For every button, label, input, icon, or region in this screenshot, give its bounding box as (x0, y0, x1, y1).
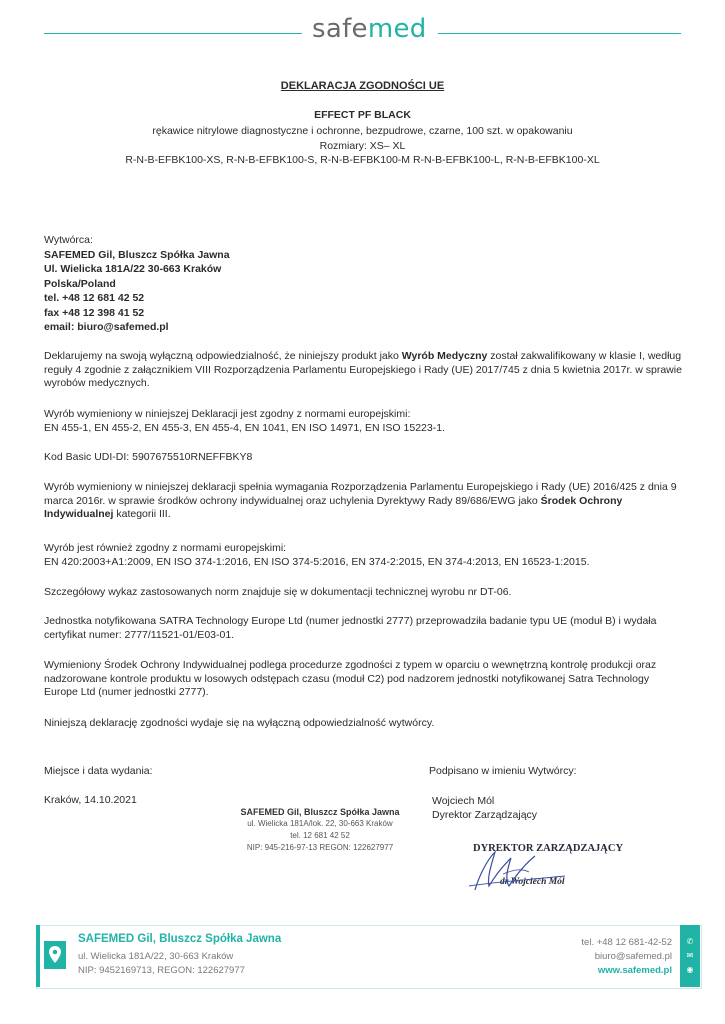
product-name: EFFECT PF BLACK (314, 109, 411, 121)
footer-tel: tel. +48 12 681-42-52 (581, 937, 672, 948)
footer-email: biuro@safemed.pl (594, 951, 672, 962)
manufacturer-address: Ul. Wielicka 181A/22 30-663 Kraków (44, 263, 222, 275)
logo-part2: med (367, 14, 427, 44)
p4-text-a: Wyrób wymieniony w niniejszej deklaracji spełnia wymagania Rozporządzenia Parlamentu Europejskiego i Rady (UE) 2016/425 z dnia 9 marca 2016r. w sprawie środków ochrony indywidualnej oraz uchylenia Dyrektywy Rady 89/686/EWG jako (44, 481, 677, 507)
paragraph-ppe (44, 481, 684, 522)
phone-icon: ✆ (686, 937, 694, 946)
footer-ids: NIP: 9452169713, REGON: 122627977 (78, 965, 245, 976)
place-value: Kraków, 14.10.2021 (44, 794, 137, 806)
paragraph-norms-ppe (44, 542, 684, 569)
footer-left-bar (36, 925, 40, 987)
footer-company: SAFEMED Gil, Bluszcz Spółka Jawna (78, 933, 282, 945)
paragraph-norms (44, 408, 684, 435)
manufacturer-fax: fax +48 12 398 41 52 (44, 306, 145, 319)
location-pin-icon (44, 941, 66, 969)
header-line-right (438, 33, 681, 34)
p1-bold: Wyrób Medyczny (401, 350, 488, 362)
director-stamp-name: dr Wojciech Mól (500, 877, 565, 887)
paragraph-notified-body: Jednostka notyfikowana SATRA Technology Europe Ltd (numer jednostki 2777) przeprowadziła badanie typu UE (moduł B) i wydała certyfikat numer: 2777/11521-01/E03-01. (44, 615, 657, 641)
paragraph-medical-device (44, 350, 684, 391)
stamp-line3: tel. 12 681 42 52 (290, 831, 350, 840)
signed-label: Podpisano w imieniu Wytwórcy: (429, 765, 577, 777)
product-codes: R-N-B-EFBK100-XS, R-N-B-EFBK100-S, R-N-B-EFBK100-M R-N-B-EFBK100-L, R-N-B-EFBK100-XL (125, 154, 600, 166)
footer-address: ul. Wielicka 181A/22, 30-663 Kraków (78, 951, 234, 962)
p5-line1: Wyrób jest również zgodny z normami europejskimi: (44, 542, 287, 554)
stamp-line4: NIP: 945-216-97-13 REGON: 122627977 (246, 843, 394, 852)
place-label: Miejsce i data wydania: (44, 765, 153, 777)
signer-role: Dyrektor Zarządzający (432, 809, 538, 821)
manufacturer-email: email: biuro@safemed.pl (44, 321, 169, 333)
p1-text-a: Deklarujemy na swoją wyłączną odpowiedzialność, że niniejszy produkt jako (44, 350, 402, 362)
p4-text-b: kategorii III. (113, 508, 171, 520)
p1-text-b: został zakwalifikowany w klasie I, według reguły 4 zgodnie z załącznikiem VIII Rozporządzenia Parlamentu Europejskiego i Rady (UE) 2017/745 z dnia 5 kwietnia 2017r. w sprawie wyrobów medycznych. (44, 350, 682, 389)
globe-icon: ◉ (686, 965, 694, 974)
manufacturer-tel: tel. +48 12 681 42 52 (44, 292, 145, 304)
mail-icon: ✉ (686, 951, 694, 960)
p2-line1: Wyrób wymieniony w niniejszej Deklaracji jest zgodny z normami europejskimi: (44, 408, 411, 420)
director-stamp-title: DYREKTOR ZARZĄDZAJĄCY (473, 843, 624, 854)
product-sizes: Rozmiary: XS– XL (319, 140, 406, 152)
paragraph-conformity: Wymieniony Środek Ochrony Indywidualnej podlega procedurze zgodności z typem w oparciu o wewnętrzną kontrolę produkcji oraz nadzorowane kontrole produktu w losowych odstępach czasu (moduł C2) pod nadzorem jednostki notyfikowanej Satra Technology Europe Ltd (numer jednostki 2777). (44, 659, 657, 698)
manufacturer-label: Wytwórca: (44, 234, 93, 246)
manufacturer-block (44, 233, 684, 335)
paragraph-technical-docs: Szczegółowy wykaz zastosowanych norm znajduje się w dokumentacji technicznej wyrobu nr DT-06. (44, 586, 512, 598)
company-stamp (240, 806, 400, 854)
p5-line2: EN 420:2003+A1:2009, EN ISO 374-1:2016, EN ISO 374-5:2016, EN 374-2:2015, EN 374-4:2013, EN 16523-1:2015. (44, 555, 590, 568)
paragraph-udi: Kod Basic UDI-DI: 5907675510RNEFFBKY8 (44, 451, 253, 463)
document-title: DEKLARACJA ZGODNOŚCI UE (280, 80, 445, 92)
paragraph-responsibility: Niniejszą deklarację zgodności wydaje się na wyłączną odpowiedzialność wytwórcy. (44, 717, 435, 729)
p4-bold: Środek Ochrony Indywidualnej (44, 494, 623, 520)
signer-name: Wojciech Mól (432, 795, 495, 807)
handwritten-signature (465, 846, 575, 894)
manufacturer-name: SAFEMED Gil, Bluszcz Spółka Jawna (44, 248, 230, 261)
header-line-left (44, 33, 302, 34)
p2-line2: EN 455-1, EN 455-2, EN 455-3, EN 455-4, EN 1041, EN ISO 14971, EN ISO 15223-1. (44, 421, 445, 434)
product-description: rękawice nitrylowe diagnostyczne i ochronne, bezpudrowe, czarne, 100 szt. w opakowaniu (152, 125, 573, 137)
stamp-line2: ul. Wielicka 181A/lok. 22, 30-663 Kraków (247, 819, 393, 828)
manufacturer-country: Polska/Poland (44, 277, 116, 290)
stamp-line1: SAFEMED Gil, Bluszcz Spółka Jawna (240, 807, 400, 817)
footer-web[interactable]: www.safemed.pl (597, 965, 672, 976)
safemed-logo (312, 14, 427, 44)
logo-part1: safe (312, 14, 368, 44)
